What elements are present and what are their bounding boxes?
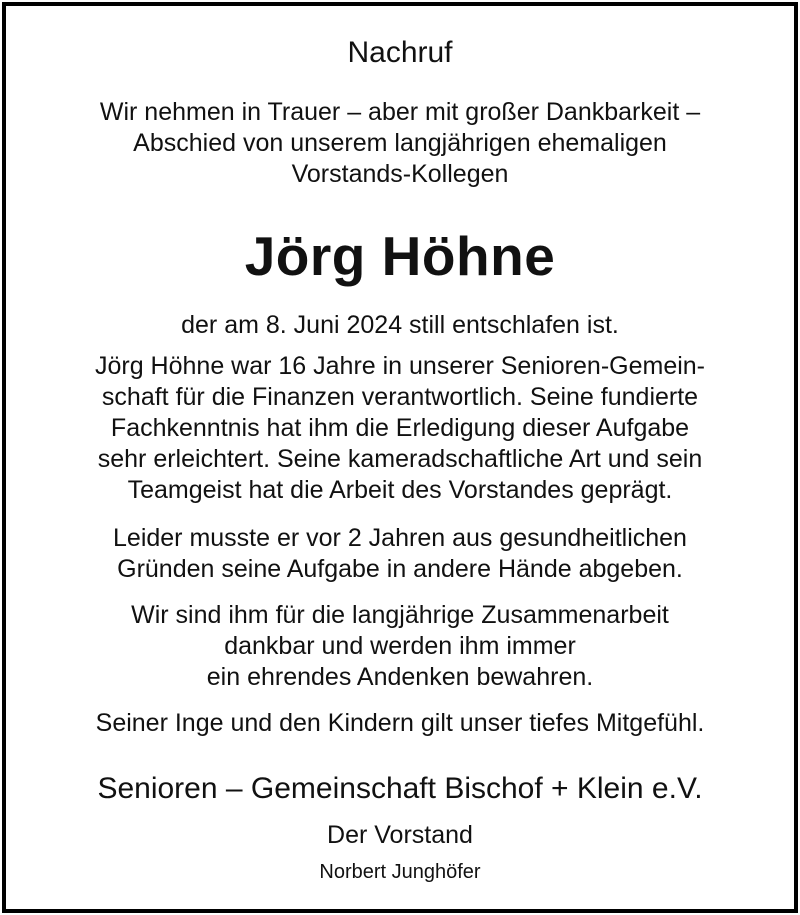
tribute-line: schaft für die Finanzen verantwortlich. Seine fundierte: [101, 383, 699, 411]
condolence-line: Seiner Inge und den Kindern gilt unser tiefes Mitgefühl.: [95, 709, 705, 737]
heading: Nachruf: [347, 36, 453, 69]
death-date-line: der am 8. Juni 2024 still entschlafen ist.: [181, 311, 619, 339]
tribute-line: sehr erleichtert. Seine kameradschaftliche Art und sein: [97, 445, 703, 473]
board-label: Der Vorstand: [327, 821, 473, 849]
signer-name: Norbert Junghöfer: [319, 861, 481, 883]
tribute-line: Teamgeist hat die Arbeit des Vorstandes geprägt.: [127, 476, 673, 504]
deceased-name: Jörg Höhne: [244, 225, 556, 287]
gratitude-paragraph: [0, 600, 800, 693]
gratitude-line: ein ehrendes Andenken bewahren.: [206, 663, 594, 691]
tribute-paragraph: [0, 351, 800, 506]
retirement-line: Gründen seine Aufgabe in andere Hände abgeben.: [117, 555, 683, 583]
intro-line: Abschied von unserem langjährigen ehemaligen: [133, 129, 667, 157]
gratitude-line: dankbar und werden ihm immer: [224, 632, 576, 660]
tribute-line: Jörg Höhne war 16 Jahre in unserer Senioren-Gemein-: [94, 352, 706, 380]
retirement-paragraph: [0, 523, 800, 585]
intro-line: Vorstands-Kollegen: [291, 160, 509, 188]
organization-name: Senioren – Gemeinschaft Bischof + Klein e.V.: [97, 772, 703, 805]
gratitude-line: Wir sind ihm für die langjährige Zusammenarbeit: [131, 601, 669, 629]
tribute-line: Fachkenntnis hat ihm die Erledigung dieser Aufgabe: [110, 414, 690, 442]
intro-text: [0, 97, 800, 190]
intro-line: Wir nehmen in Trauer – aber mit großer Dankbarkeit –: [99, 98, 701, 126]
retirement-line: Leider musste er vor 2 Jahren aus gesundheitlichen: [113, 524, 687, 552]
